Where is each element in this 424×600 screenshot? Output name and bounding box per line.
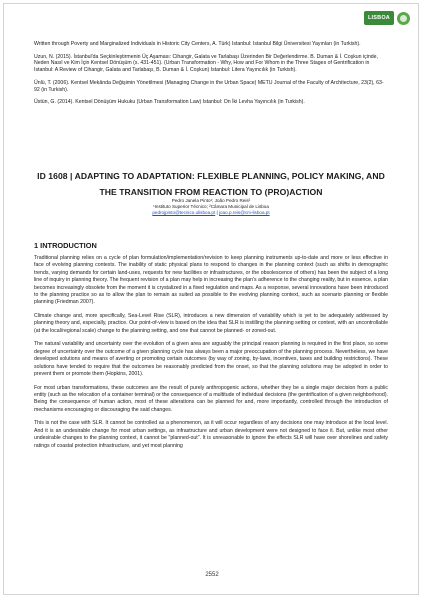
reference-entry: Ünlü, T. (2006). Kentsel Mekânda Değişimin Yönetilmesi (Managing Change in the Urban Space) METU Journal of the Faculty of Architecture, 23(2), 63-92 (in Turkish). bbox=[34, 79, 384, 93]
page-number: 2552 bbox=[205, 572, 219, 578]
author-affiliations: ¹Instituto Superior Técnico; ²Câmara Municipal de Lisboa bbox=[153, 204, 269, 209]
conference-logo bbox=[364, 11, 410, 25]
email-separator: | bbox=[215, 210, 219, 215]
reference-entry: Üstün, G. (2014). Kentsel Dönüşüm Hukuku (Urban Transformation Law) Istanbul: On İki Levha Yayıncılık (in Turkish). bbox=[34, 99, 305, 106]
author-block bbox=[34, 198, 388, 216]
reference-entry: Written through Poverty and Marginalized Individuals in Historic City Centers, A. Türk) Istanbul: Istanbul Bilgi Üniversitesi Yayınları (in Turkish). bbox=[34, 41, 361, 47]
email-link-2[interactable]: joao.p.reis@cm-lisboa.pt bbox=[219, 210, 270, 215]
author-names: Pedro Janela Pinto¹; João Pedro Reis² bbox=[171, 198, 251, 203]
body-text bbox=[34, 255, 388, 456]
body-paragraph: Traditional planning relies on a cycle of plan formulation/implementation/revision to keep planning instruments up-to-date and more or less effective in face of evolving planning contexts. The inability of static physical plans to respond to changes in the planning context (such as shifts in demographic trends, varying demands for certain land-uses, requests for new facilities or infrastructures, or the obsolescence of others) has been the subject of a long line of inquiry in planning theory. The frequent revision of a plan may help in increasing the plan's adherence to the changing reality, but in essence, a plan becomes increasingly obsolete from the moment it is crystalized in a fixed regulation and maps. As a response, several innovations have been introduced to the planning practice so as to allow the plan to remain as suited as possible to the evolving planning context, such as scenario planning or flexible planning (Friedman 2007). bbox=[34, 255, 388, 306]
logo-emblem-icon bbox=[397, 12, 410, 25]
reference-list bbox=[34, 41, 388, 112]
author-emails bbox=[34, 210, 388, 216]
body-paragraph: The natural variability and uncertainty over the evolution of a given area are arguably the principal reason planning is required in the first place, so some degree of uncertainty over the outcome of a given planning cycle has always been a major preoccupation of the planning process. Nevertheless, we have developed solutions and means of averting or promoting certain outcomes (by way of zoning, by-laws, incentives, taxes and building restrictions). These solutions have tended to require that the outcomes be reasonably predicted from the onset, so that the planning solutions may be adopted in order to prevent them or promote them (Hopkins, 2001). bbox=[34, 341, 388, 378]
logo-wordmark: LISBOA bbox=[364, 11, 394, 25]
paper-title: ID 1608 | ADAPTING TO ADAPTATION: FLEXIBLE PLANNING, POLICY MAKING, AND THE TRANSITION FROM REACTION TO (PRO)ACTION bbox=[37, 171, 385, 197]
body-paragraph: For most urban transformations, these outcomes are the result of purely anthropogenic actions, whether they be a single major decision from a public entity (such as the relocation of a container terminal) or the consequence of a multitude of individual decisions (the gentrification of a given neighborhood). Being the consequence of human action, most of these alterations can be planned for and, more importantly, controlled through the introduction of mechanisms encouraging or discouraging the said changes. bbox=[34, 384, 388, 413]
body-paragraph: This is not the case with SLR. It cannot be controlled as a phenomenon, as it will occur regardless of any decisions one may introduce at the local level. And it is an undesirable change for most urban settings, as infrastructure and urban development were not designed to face it. But, unlike most other undesirable changes to the planning context, it cannot be "planned-out". It is unreasonable to ignore the effects SLR will have over shorelines and safety ratings of coastal protection infrastructure, and yet most planning bbox=[34, 420, 388, 449]
email-link-1[interactable]: pedrojpinto@tecnico.ulisboa.pt bbox=[152, 210, 216, 215]
section-heading: 1 INTRODUCTION bbox=[34, 241, 97, 250]
body-paragraph: Climate change and, more specifically, Sea-Level Rise (SLR), introduces a new dimension of variability which is yet to be adequately addressed by planning theory and, especially, practice. Our point-of-view is based on the idea that SLR is instilling the planning setting or context, with an uncontrollable (at the local/regional scale) change to the planning setting, and one that cannot be planned- or zoned-out. bbox=[34, 313, 388, 334]
reference-entry: Uzun, N. (2015). İstanbul'da Seçkinleştirmenin Üç Aşaması: Cihangir, Galata ve Tarlabaşı Üzerinden Bir Değerlendirme. B. Duman & İ. Coşkun içinde, Neden Nasıl ve Kim İçin Kentsel Dönüşüm (s. 431-451). (Urban Transformation - Why, How and For Whom in the Three Stages of Gentrification in Istanbul: A Review of Cihangir, Galata and Tarlabaşı, B. Duman & İ. Coşkun) Istanbul: Litera Yayıncılık (in Turkish). bbox=[34, 53, 379, 74]
